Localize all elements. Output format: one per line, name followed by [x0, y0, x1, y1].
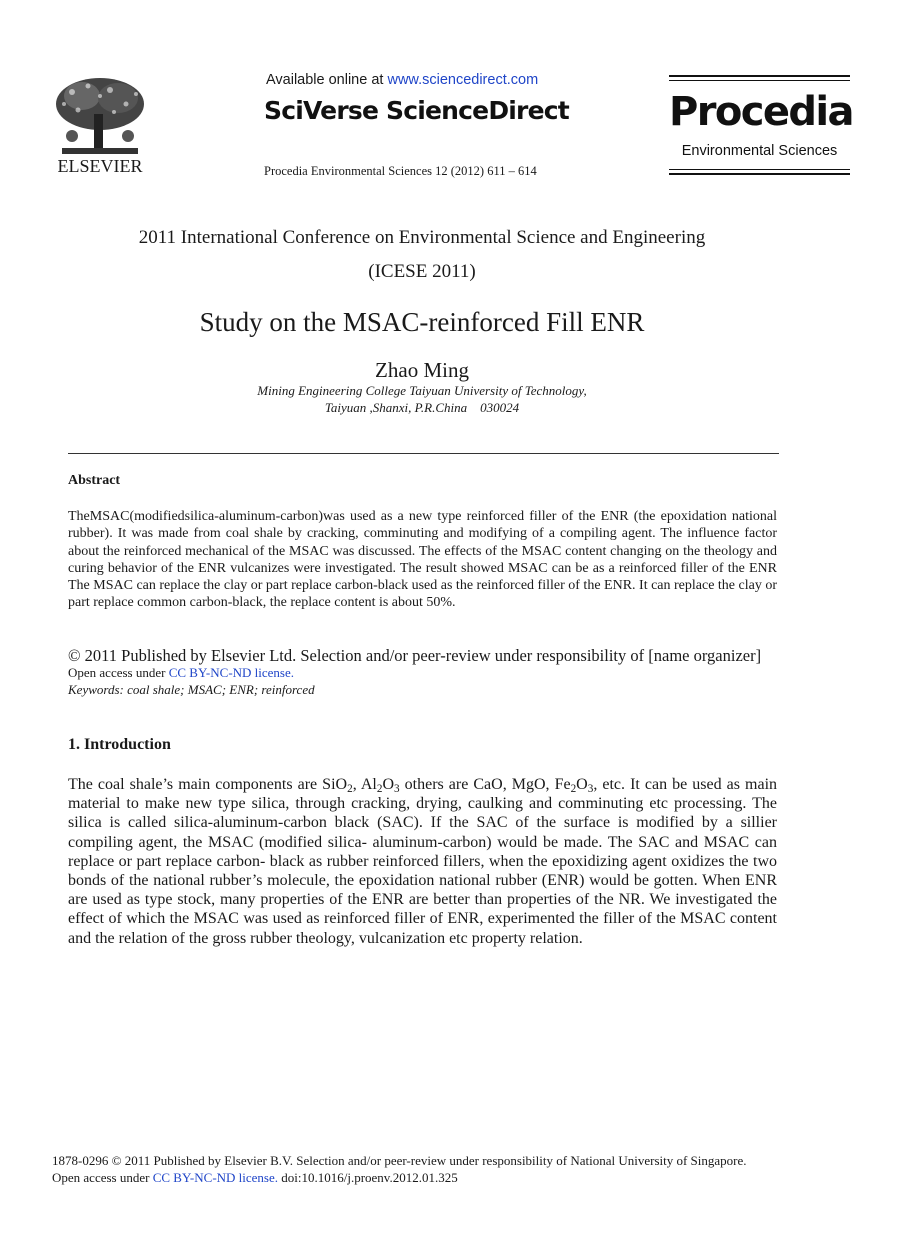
- footer-license-link[interactable]: CC BY-NC-ND license.: [152, 1170, 279, 1185]
- sciencedirect-link[interactable]: www.sciencedirect.com: [387, 72, 539, 88]
- keywords-label: Keywords: [68, 682, 120, 697]
- affiliation-line-2: Taiyuan ,Shanxi, P.R.China 030024: [324, 400, 520, 415]
- elsevier-tree-icon: [52, 74, 148, 156]
- intro-sub-1: 2: [347, 783, 353, 795]
- author-affiliation: [68, 382, 776, 416]
- footer-copyright: 1878-0296 © 2011 Published by Elsevier B.V. Selection and/or peer-review under responsibility of National University of Singapore.: [52, 1153, 747, 1168]
- intro-text-2: , Al: [352, 776, 377, 793]
- introduction-body: [68, 775, 777, 948]
- abstract-body: TheMSAC(modifiedsilica-aluminum-carbon)was used as a new type reinforced filler of the ENR (the epoxidation national rubber). It was made from coal shale by cracking, comminuting and modifying of a compiling agent. The influence factor about the reinforced mechanical of the MSAC was discussed. The effects of the MSAC content changing on the theology and curing behavior of the ENR vulcanizes were investigated. The result showed MSAC can be as a reinforced filler of the ENR The MSAC can replace the clay or part replace carbon-black used as the reinforced filler of the ENR. It can replace the clay or part replace common carbon-black, the replace content is about 50%.: [68, 509, 777, 611]
- open-access-prefix: Open access under: [68, 665, 169, 680]
- footer-license-doi: [52, 1170, 458, 1186]
- intro-sub-3: 3: [394, 783, 400, 795]
- intro-text-4: others are CaO, MgO, Fe: [399, 776, 571, 793]
- keywords-line: [68, 682, 315, 698]
- sciverse-sciencedirect-logo: SciVerse ScienceDirect: [264, 96, 569, 125]
- procedia-rule-top-1: [669, 75, 850, 77]
- affiliation-line-1: Mining Engineering College Taiyuan University of Technology,: [257, 383, 587, 398]
- procedia-rule-bottom-2: [669, 173, 850, 175]
- journal-reference: Procedia Environmental Sciences 12 (2012) 611 – 614: [264, 164, 537, 178]
- abstract-heading: Abstract: [68, 473, 121, 488]
- available-prefix: Available online at: [266, 72, 388, 88]
- available-online-line: [266, 72, 538, 88]
- intro-sub-5: 3: [587, 783, 594, 795]
- open-access-line: [68, 665, 294, 681]
- license-link[interactable]: CC BY-NC-ND license.: [168, 665, 295, 680]
- copyright-line: © 2011 Published by Elsevier Ltd. Selection and/or peer-review under responsibility of [name organizer]: [68, 646, 762, 665]
- intro-text-6: , etc. It can be used as main material to make new type silica, through cracking, drying, caulking and comminuting etc processing. The silica is called silica-aluminum-carbon black (SAC). If the SAC of the surface is modified by a sillier compiling agent, the MSAC (modified silica- aluminum-carbon) would be made. The SAC and MSAC can replace or part replace carbon- black as rubber reinforced fillers, when the epoxidizing agent oxidizes the two bonds of the national rubber’s molecule, the epoxidation national rubber (ENR) would be gotten. When ENR are used as type stock, many properties of the ENR are better than properties of the NR. We investigated the effect of which the MSAC was used as reinforced filler of ENR, experimented the filler of the MSAC content and the relation of the gross rubber theology, vulcanization etc property relation.: [68, 776, 778, 947]
- keywords-list: : coal shale; MSAC; ENR; reinforced: [119, 682, 315, 697]
- footer-open-access-prefix: Open access under: [52, 1170, 153, 1185]
- intro-sub-2: 2: [376, 783, 383, 795]
- article-title: Study on the MSAC-reinforced Fill ENR: [199, 307, 645, 337]
- intro-text-5: O: [576, 776, 588, 793]
- section-divider: [68, 453, 779, 454]
- conference-acronym: (ICESE 2011): [368, 261, 476, 282]
- procedia-subtitle: Environmental Sciences: [681, 143, 838, 159]
- procedia-rule-bottom-1: [669, 169, 850, 170]
- intro-text-3: O: [382, 776, 395, 793]
- author-name: Zhao Ming: [375, 358, 469, 382]
- intro-text-1: The coal shale’s main components are SiO: [68, 776, 348, 793]
- conference-name: 2011 International Conference on Environmental Science and Engineering: [138, 227, 706, 248]
- procedia-wordmark: Procedia: [669, 89, 853, 135]
- procedia-logo: [669, 75, 853, 176]
- intro-sub-4: 2: [570, 783, 577, 795]
- procedia-rule-top-2: [669, 80, 850, 81]
- elsevier-wordmark: ELSEVIER: [57, 156, 143, 176]
- footer-doi: doi:10.1016/j.proenv.2012.01.325: [278, 1170, 458, 1185]
- elsevier-logo: [52, 74, 148, 178]
- introduction-heading: 1. Introduction: [68, 736, 171, 753]
